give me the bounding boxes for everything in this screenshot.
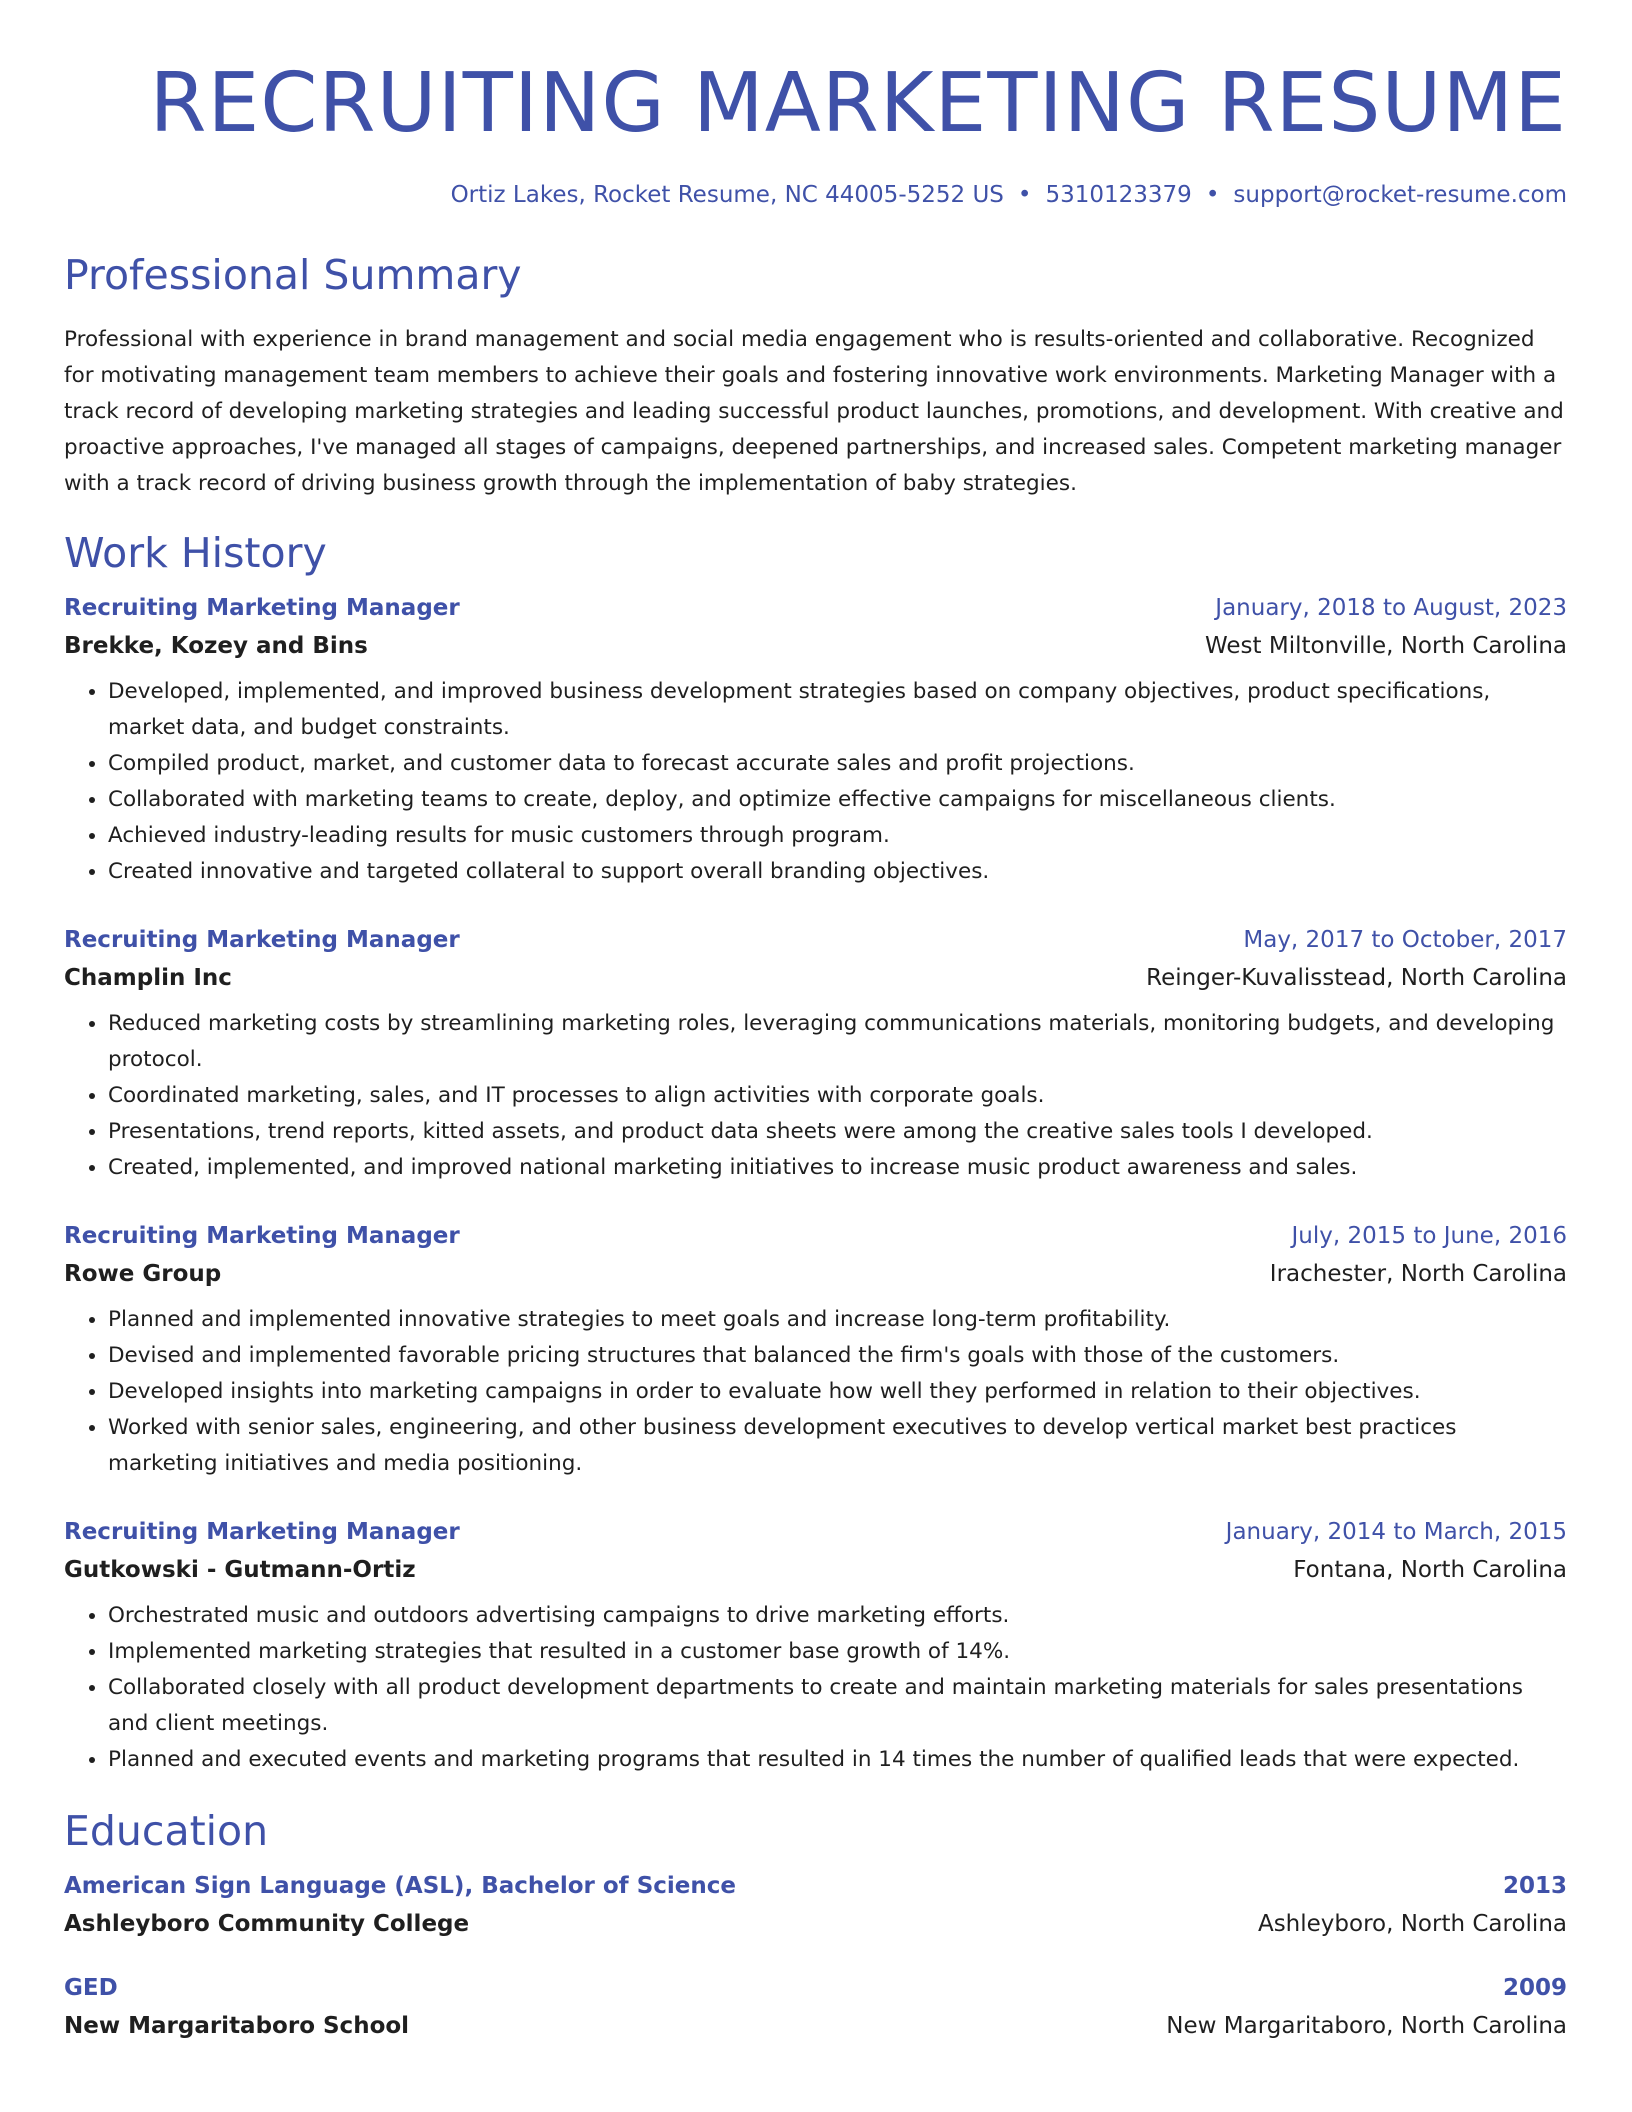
job-bullet: • Created, implemented, and improved national marketing initiatives to increase music product awareness and sales. xyxy=(108,1150,1567,1186)
education-degree: GED xyxy=(64,1975,118,2001)
job-header-row xyxy=(64,1218,1567,1254)
job-entry xyxy=(64,590,1567,890)
education-entry xyxy=(64,1970,1567,2046)
summary-text: Professional with experience in brand management and social media engagement who is results-oriented and collaborative. Recognized for motivating management team members to achieve their goals and fostering innovative work environments. Marketing Manager with a track record of developing marketing strategies and leading successful product launches, promotions, and development. With creative and proactive approaches, I've managed all stages of campaigns, deepened partnerships, and increased sales. Competent marketing manager with a track record of driving business growth through the implementation of baby strategies. xyxy=(64,327,1564,496)
job-entry xyxy=(64,1514,1567,1778)
education-school-row xyxy=(64,1904,1567,1944)
job-bullet: • Orchestrated music and outdoors advertising campaigns to drive marketing efforts. xyxy=(108,1598,1567,1634)
job-dates: May, 2017 to October, 2017 xyxy=(1243,927,1567,953)
education-header-row xyxy=(64,1970,1567,2006)
job-company: Brekke, Kozey and Bins xyxy=(64,633,368,659)
job-bullet: • Devised and implemented favorable pricing structures that balanced the firm's goals with those of the customers. xyxy=(108,1338,1567,1374)
contact-phone[interactable]: 5310123379 xyxy=(1045,182,1192,208)
education-entry xyxy=(64,1868,1567,1944)
job-bullet: • Implemented marketing strategies that resulted in a customer base growth of 14%. xyxy=(108,1634,1567,1670)
job-header-row xyxy=(64,922,1567,958)
job-dates: January, 2018 to August, 2023 xyxy=(1215,595,1567,621)
job-header-row xyxy=(64,590,1567,626)
job-role: Recruiting Marketing Manager xyxy=(64,1223,460,1249)
job-dates: July, 2015 to June, 2016 xyxy=(1291,1223,1567,1249)
contact-separator: • xyxy=(1205,182,1220,208)
job-company: Champlin Inc xyxy=(64,965,232,991)
resume-content xyxy=(64,0,1567,2046)
job-header-row xyxy=(64,1514,1567,1550)
education-year: 2009 xyxy=(1502,1975,1567,2001)
job-bullet: • Collaborated with marketing teams to create, deploy, and optimize effective campaigns for miscellaneous clients. xyxy=(108,782,1567,818)
summary-heading: Professional Summary xyxy=(64,251,522,299)
job-company-row xyxy=(64,1550,1567,1590)
education-header-row xyxy=(64,1868,1567,1904)
job-bullet: • Reduced marketing costs by streamlining marketing roles, leveraging communications materials, monitoring budgets, and developing protocol. xyxy=(108,1006,1567,1078)
job-company: Rowe Group xyxy=(64,1261,222,1287)
job-bullets xyxy=(64,674,1567,890)
job-bullet: • Developed insights into marketing campaigns in order to evaluate how well they performed in relation to their objectives. xyxy=(108,1374,1567,1410)
job-company-row xyxy=(64,1254,1567,1294)
job-location: Irachester, North Carolina xyxy=(1269,1261,1567,1287)
contact-email[interactable]: support@rocket-resume.com xyxy=(1233,182,1567,208)
education-degree: American Sign Language (ASL), Bachelor of Science xyxy=(64,1873,736,1899)
work-history-heading: Work History xyxy=(64,529,327,577)
education-location: Ashleyboro, North Carolina xyxy=(1257,1911,1567,1937)
job-role: Recruiting Marketing Manager xyxy=(64,1519,460,1545)
education-school-row xyxy=(64,2006,1567,2046)
job-bullet: • Created innovative and targeted collateral to support overall branding objectives. xyxy=(108,854,1567,890)
job-entry xyxy=(64,922,1567,1186)
job-company-row xyxy=(64,626,1567,666)
education-location: New Margaritaboro, North Carolina xyxy=(1166,2013,1567,2039)
education-heading: Education xyxy=(64,1807,269,1855)
contact-separator: • xyxy=(1017,182,1032,208)
job-company: Gutkowski - Gutmann-Ortiz xyxy=(64,1557,416,1583)
job-bullet: • Planned and implemented innovative strategies to meet goals and increase long-term profitability. xyxy=(108,1302,1567,1338)
job-dates: January, 2014 to March, 2015 xyxy=(1225,1519,1567,1545)
job-bullet: • Planned and executed events and marketing programs that resulted in 14 times the number of qualified leads that were expected. xyxy=(108,1742,1567,1778)
resume-title: RECRUITING MARKETING RESUME xyxy=(149,56,1567,151)
job-bullets xyxy=(64,1006,1567,1186)
job-location: Reinger-Kuvalisstead, North Carolina xyxy=(1146,965,1567,991)
job-bullets xyxy=(64,1302,1567,1482)
education-school: Ashleyboro Community College xyxy=(64,1911,470,1937)
job-bullet: • Worked with senior sales, engineering, and other business development executives to develop vertical market best practices marketing initiatives and media positioning. xyxy=(108,1410,1567,1482)
job-bullet: • Presentations, trend reports, kitted assets, and product data sheets were among the creative sales tools I developed. xyxy=(108,1114,1567,1150)
job-bullet: • Achieved industry-leading results for music customers through program. xyxy=(108,818,1567,854)
education-year: 2013 xyxy=(1502,1873,1567,1899)
job-entry xyxy=(64,1218,1567,1482)
job-location: West Miltonville, North Carolina xyxy=(1205,633,1567,659)
job-company-row xyxy=(64,958,1567,998)
job-bullet: • Collaborated closely with all product development departments to create and maintain marketing materials for sales presentations and client meetings. xyxy=(108,1670,1567,1742)
education-school: New Margaritaboro School xyxy=(64,2013,410,2039)
job-role: Recruiting Marketing Manager xyxy=(64,595,460,621)
contact-line xyxy=(64,180,1567,210)
job-location: Fontana, North Carolina xyxy=(1293,1557,1567,1583)
job-bullet: • Developed, implemented, and improved business development strategies based on company objectives, product specifications, market data, and budget constraints. xyxy=(108,674,1567,746)
job-bullet: • Compiled product, market, and customer data to forecast accurate sales and profit projections. xyxy=(108,746,1567,782)
job-role: Recruiting Marketing Manager xyxy=(64,927,460,953)
job-bullet: • Coordinated marketing, sales, and IT processes to align activities with corporate goals. xyxy=(108,1078,1567,1114)
job-bullets xyxy=(64,1598,1567,1778)
contact-address: Ortiz Lakes, Rocket Resume, NC 44005-5252 US xyxy=(450,182,1004,208)
